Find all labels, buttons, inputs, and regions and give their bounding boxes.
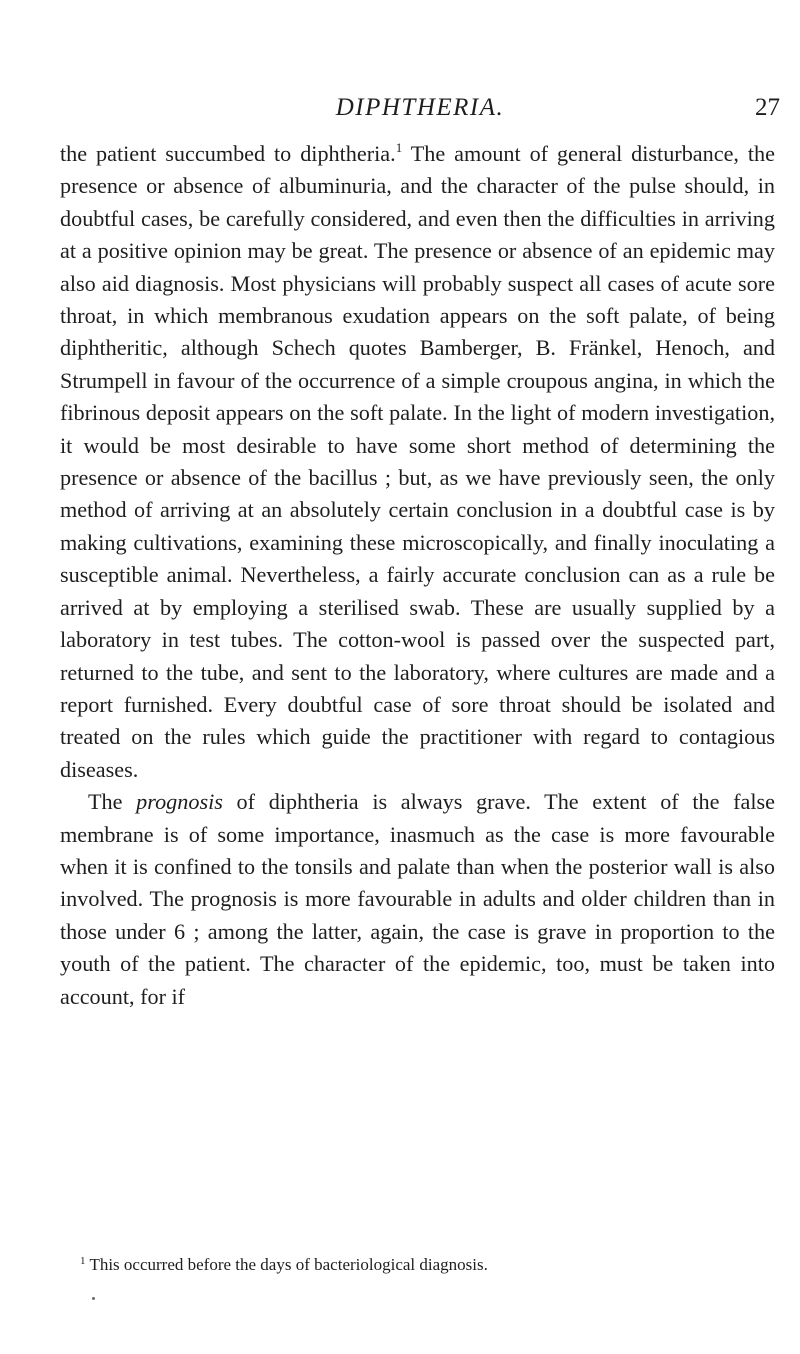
- paragraph-diagnosis: [60, 138, 775, 786]
- body-text: [60, 138, 775, 1013]
- print-speck: [92, 1297, 95, 1300]
- emphasis-term: prognosis: [136, 789, 223, 815]
- footnote-marker: 1: [80, 1255, 86, 1267]
- chapter-title: DIPHTHERIA.: [335, 94, 505, 121]
- paragraph-text: of diphtheria is always grave. The extent of the false membrane is of some importance, inasmuch as the case is more favourable when it is confined to the tonsils and palate than when the posterior wall is also involved. The prognosis is more favourable in adults and older children than in those under 6 ; among the latter, again, the case is grave in proportion to the youth of the patient. The character of the epidemic, too, must be taken into account, for if: [60, 789, 775, 1009]
- footnote-reference: 1: [395, 140, 403, 155]
- paragraph-prognosis: [60, 786, 775, 1013]
- running-head: [60, 94, 780, 124]
- paragraph-text: the patient succumbed to diphtheria.: [60, 141, 396, 166]
- paragraph-text: The amount of general disturbance, the presence or absence of albuminuria, and the character of the pulse should, in doubtful cases, be carefully considered, and even then the difficulties in arriving at a positive opinion may be great. The presence or absence of an epidemic may also aid diagnosis. Most physicians will probably suspect all cases of acute sore throat, in which membranous exudation appears on the soft palate, of being diphtheritic, although Schech quotes Bamberger, B. Fränkel, Henoch, and Strumpell in favour of the occurrence of a simple croupous angina, in which the fibrinous deposit appears on the soft palate. In the light of modern investigation, it would be most desirable to have some short method of determining the presence or absence of the bacillus ; but, as we have previously seen, the only method of arriving at an absolutely certain conclusion in a doubtful case is by making cultivations, examining these microscopically, and finally inoculating a susceptible animal. Nevertheless, a fairly accurate conclusion can as a rule be arrived at by employing a sterilised swab. These are usually supplied by a laboratory in test tubes. The cotton-wool is passed over the suspected part, returned to the tube, and sent to the laboratory, where cultures are made and a report furnished. Every doubtful case of sore throat should be isolated and treated on the rules which guide the practitioner with regard to contagious diseases.: [60, 141, 775, 782]
- paragraph-text: The: [88, 789, 137, 815]
- footnote-text: This occurred before the days of bacteriological diagnosis.: [85, 1255, 488, 1274]
- footnote: [60, 1254, 775, 1276]
- page-number: 27: [755, 94, 780, 121]
